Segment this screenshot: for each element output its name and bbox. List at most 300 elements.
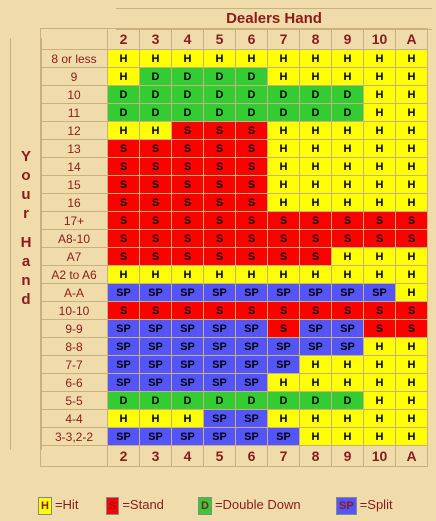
action-cell: S [300, 212, 332, 230]
hand-label: 10 [41, 86, 108, 104]
legend-text: =Double Down [214, 497, 301, 512]
action-cell: H [396, 356, 428, 374]
dealer-card-header: A [396, 446, 428, 467]
hand-label: 9-9 [41, 320, 108, 338]
action-cell: SP [332, 320, 364, 338]
legend-swatch: D [198, 497, 212, 515]
hand-row [41, 338, 428, 356]
action-cell: S [236, 248, 268, 266]
action-cell: H [364, 176, 396, 194]
action-cell: H [396, 158, 428, 176]
action-cell: S [172, 122, 204, 140]
action-cell: D [332, 104, 364, 122]
action-cell: S [140, 176, 172, 194]
action-cell: H [204, 50, 236, 68]
hand-row [41, 356, 428, 374]
hand-row [41, 194, 428, 212]
hand-row [41, 176, 428, 194]
action-cell: S [364, 230, 396, 248]
action-cell: H [332, 158, 364, 176]
dealer-card-header: 8 [300, 446, 332, 467]
hand-row [41, 212, 428, 230]
action-cell: SP [332, 284, 364, 302]
action-cell: SP [268, 338, 300, 356]
action-cell: H [300, 374, 332, 392]
action-cell: H [300, 50, 332, 68]
dealer-card-header: A [396, 29, 428, 50]
action-cell: D [268, 104, 300, 122]
hand-label: 8 or less [41, 50, 108, 68]
action-cell: H [364, 266, 396, 284]
action-cell: H [300, 266, 332, 284]
hand-label: 15 [41, 176, 108, 194]
action-cell: H [396, 104, 428, 122]
dealer-card-header: 5 [204, 29, 236, 50]
action-cell: SP [140, 356, 172, 374]
action-cell: SP [236, 356, 268, 374]
action-cell: H [300, 410, 332, 428]
action-cell: S [108, 302, 140, 320]
action-cell: SP [108, 338, 140, 356]
action-cell: SP [140, 338, 172, 356]
action-cell: S [204, 212, 236, 230]
action-cell: H [396, 338, 428, 356]
dealer-card-header: 10 [364, 29, 396, 50]
hand-row [41, 248, 428, 266]
action-cell: S [332, 212, 364, 230]
legend-text: =Stand [122, 497, 164, 512]
hand-row [41, 320, 428, 338]
action-cell: H [396, 392, 428, 410]
action-cell: S [364, 212, 396, 230]
action-cell: H [268, 176, 300, 194]
action-cell: H [396, 374, 428, 392]
side-label-letter: u [21, 186, 31, 203]
action-cell: H [396, 176, 428, 194]
action-cell: S [204, 140, 236, 158]
dealer-card-header: 8 [300, 29, 332, 50]
action-cell: S [300, 248, 332, 266]
action-cell: SP [140, 374, 172, 392]
action-cell: S [108, 248, 140, 266]
action-cell: H [300, 356, 332, 374]
hand-label: 11 [41, 104, 108, 122]
dealer-card-header: 10 [364, 446, 396, 467]
action-cell: S [396, 302, 428, 320]
action-cell: H [236, 50, 268, 68]
action-cell: H [300, 140, 332, 158]
action-cell: S [108, 140, 140, 158]
action-cell: S [140, 212, 172, 230]
dealer-card-header: 9 [332, 446, 364, 467]
hand-label: 12 [41, 122, 108, 140]
action-cell: D [108, 104, 140, 122]
action-cell: S [204, 302, 236, 320]
action-cell: S [364, 302, 396, 320]
hand-row [41, 140, 428, 158]
action-cell: H [396, 194, 428, 212]
hand-row [41, 86, 428, 104]
dealer-card-header: 6 [236, 29, 268, 50]
action-cell: S [108, 194, 140, 212]
hand-label: 8-8 [41, 338, 108, 356]
action-cell: H [364, 248, 396, 266]
corner-cell [41, 29, 108, 50]
action-cell: D [140, 68, 172, 86]
action-cell: H [268, 194, 300, 212]
action-cell: SP [236, 284, 268, 302]
action-cell: S [140, 302, 172, 320]
action-cell: H [140, 50, 172, 68]
action-cell: D [332, 392, 364, 410]
action-cell: SP [172, 356, 204, 374]
action-cell: H [364, 68, 396, 86]
dealer-header-bottom [41, 446, 428, 467]
action-cell: D [140, 86, 172, 104]
action-cell: SP [204, 284, 236, 302]
hand-row [41, 302, 428, 320]
action-cell: S [172, 248, 204, 266]
action-cell: H [172, 50, 204, 68]
action-cell: SP [108, 320, 140, 338]
hand-label: 7-7 [41, 356, 108, 374]
action-cell: H [364, 122, 396, 140]
legend-swatch: S [106, 497, 119, 515]
action-cell: H [332, 428, 364, 446]
hand-row [41, 104, 428, 122]
action-cell: H [108, 68, 140, 86]
action-cell: D [172, 86, 204, 104]
action-cell: SP [204, 356, 236, 374]
hand-row [41, 50, 428, 68]
dealer-card-header: 7 [268, 446, 300, 467]
action-cell: S [332, 230, 364, 248]
action-cell: H [300, 194, 332, 212]
dealer-card-header: 9 [332, 29, 364, 50]
action-cell: D [172, 392, 204, 410]
legend-item [38, 497, 78, 515]
action-cell: S [172, 212, 204, 230]
hand-row [41, 410, 428, 428]
action-cell: SP [268, 428, 300, 446]
hand-row [41, 122, 428, 140]
action-cell: H [396, 122, 428, 140]
action-cell: H [396, 248, 428, 266]
action-cell: H [396, 140, 428, 158]
action-cell: S [300, 302, 332, 320]
legend-swatch: H [38, 497, 52, 515]
hand-label: 13 [41, 140, 108, 158]
action-cell: H [364, 86, 396, 104]
action-cell: H [268, 50, 300, 68]
action-cell: H [396, 86, 428, 104]
action-cell: S [140, 194, 172, 212]
action-cell: S [108, 230, 140, 248]
action-cell: H [108, 266, 140, 284]
dealer-header-top [41, 29, 428, 50]
action-cell: H [204, 266, 236, 284]
action-cell: D [172, 104, 204, 122]
action-cell: H [300, 68, 332, 86]
action-cell: S [204, 248, 236, 266]
action-cell: H [364, 338, 396, 356]
action-cell: S [204, 158, 236, 176]
action-cell: SP [236, 428, 268, 446]
action-cell: D [300, 86, 332, 104]
legend-item [336, 497, 393, 515]
action-cell: D [108, 392, 140, 410]
hand-row [41, 68, 428, 86]
action-cell: S [140, 248, 172, 266]
action-cell: S [204, 122, 236, 140]
action-cell: SP [204, 320, 236, 338]
action-cell: H [364, 194, 396, 212]
action-cell: S [108, 212, 140, 230]
hand-row [41, 284, 428, 302]
dealer-card-header: 2 [108, 29, 140, 50]
action-cell: S [236, 194, 268, 212]
action-cell: D [268, 86, 300, 104]
action-cell: H [396, 266, 428, 284]
action-cell: H [364, 158, 396, 176]
action-cell: S [172, 230, 204, 248]
action-cell: SP [172, 284, 204, 302]
hand-row [41, 392, 428, 410]
hand-row [41, 266, 428, 284]
action-cell: SP [300, 338, 332, 356]
action-cell: D [140, 104, 172, 122]
action-cell: H [364, 410, 396, 428]
action-cell: H [332, 194, 364, 212]
action-cell: SP [140, 320, 172, 338]
hand-label: 5-5 [41, 392, 108, 410]
action-cell: SP [172, 428, 204, 446]
action-cell: H [332, 410, 364, 428]
action-cell: H [396, 50, 428, 68]
action-cell: SP [108, 428, 140, 446]
action-cell: SP [108, 356, 140, 374]
action-cell: H [268, 374, 300, 392]
action-cell: S [172, 158, 204, 176]
dealer-card-header: 2 [108, 446, 140, 467]
action-cell: H [396, 410, 428, 428]
action-cell: S [300, 230, 332, 248]
action-cell: H [268, 140, 300, 158]
your-hand-label [10, 38, 42, 450]
action-cell: SP [332, 338, 364, 356]
action-cell: D [204, 392, 236, 410]
action-cell: S [172, 302, 204, 320]
action-cell: SP [172, 374, 204, 392]
action-cell: D [204, 86, 236, 104]
action-cell: SP [172, 338, 204, 356]
action-cell: D [204, 68, 236, 86]
action-cell: SP [108, 284, 140, 302]
hand-label: 17+ [41, 212, 108, 230]
legend-item [106, 497, 164, 515]
action-cell: S [172, 194, 204, 212]
action-cell: S [172, 176, 204, 194]
action-cell: SP [204, 428, 236, 446]
action-cell: H [300, 158, 332, 176]
action-cell: D [300, 104, 332, 122]
action-cell: S [268, 230, 300, 248]
action-cell: S [236, 158, 268, 176]
action-cell: SP [268, 284, 300, 302]
legend-text: =Split [359, 497, 393, 512]
legend-text: =Hit [54, 497, 79, 512]
action-cell: H [396, 284, 428, 302]
hand-row [41, 230, 428, 248]
dealers-hand-title: Dealers Hand [116, 8, 432, 30]
action-cell: S [236, 230, 268, 248]
action-cell: H [332, 176, 364, 194]
dealer-card-header: 3 [140, 446, 172, 467]
action-cell: H [364, 140, 396, 158]
action-cell: SP [204, 338, 236, 356]
hand-label: 9 [41, 68, 108, 86]
dealer-card-header: 6 [236, 446, 268, 467]
hand-label: 16 [41, 194, 108, 212]
hand-label: 3-3,2-2 [41, 428, 108, 446]
action-cell: S [236, 122, 268, 140]
action-cell: H [268, 410, 300, 428]
action-cell: SP [268, 356, 300, 374]
action-cell: H [108, 122, 140, 140]
action-cell: S [236, 140, 268, 158]
action-cell: H [332, 50, 364, 68]
hand-label: 10-10 [41, 302, 108, 320]
action-cell: H [140, 410, 172, 428]
action-cell: H [300, 122, 332, 140]
action-cell: SP [236, 320, 268, 338]
action-cell: S [108, 176, 140, 194]
corner-cell [41, 446, 108, 467]
action-cell: H [268, 158, 300, 176]
action-cell: H [236, 266, 268, 284]
strategy-table [40, 28, 428, 467]
action-cell: H [268, 122, 300, 140]
action-cell: S [108, 158, 140, 176]
action-cell: S [268, 248, 300, 266]
hand-row [41, 158, 428, 176]
action-cell: S [236, 212, 268, 230]
action-cell: D [236, 86, 268, 104]
action-cell: SP [172, 320, 204, 338]
action-cell: S [396, 230, 428, 248]
action-cell: H [364, 356, 396, 374]
hand-label: A7 [41, 248, 108, 266]
action-cell: SP [236, 338, 268, 356]
action-cell: S [140, 158, 172, 176]
action-cell: D [236, 104, 268, 122]
action-cell: S [236, 302, 268, 320]
action-cell: H [300, 428, 332, 446]
action-cell: H [268, 68, 300, 86]
action-cell: H [332, 374, 364, 392]
action-cell: D [204, 104, 236, 122]
action-cell: S [364, 320, 396, 338]
hand-row [41, 428, 428, 446]
side-label-letter: a [21, 253, 31, 270]
action-cell: H [332, 122, 364, 140]
action-cell: SP [236, 374, 268, 392]
action-cell: H [364, 104, 396, 122]
side-label-letter: H [20, 234, 32, 251]
action-cell: D [268, 392, 300, 410]
action-cell: H [268, 266, 300, 284]
action-cell: SP [204, 374, 236, 392]
side-label-letter: r [23, 205, 29, 222]
action-cell: H [332, 68, 364, 86]
action-cell: SP [300, 284, 332, 302]
hand-label: A-A [41, 284, 108, 302]
action-cell: SP [140, 284, 172, 302]
action-cell: H [140, 122, 172, 140]
dealer-card-header: 3 [140, 29, 172, 50]
side-label-letter: Y [20, 148, 31, 165]
action-cell: S [140, 230, 172, 248]
dealer-card-header: 4 [172, 29, 204, 50]
action-cell: H [108, 410, 140, 428]
action-cell: H [364, 50, 396, 68]
dealer-card-header: 4 [172, 446, 204, 467]
action-cell: D [300, 392, 332, 410]
action-cell: SP [300, 320, 332, 338]
action-cell: H [108, 50, 140, 68]
action-cell: H [332, 140, 364, 158]
dealer-card-header: 7 [268, 29, 300, 50]
action-cell: SP [236, 410, 268, 428]
action-cell: D [108, 86, 140, 104]
legend-swatch: SP [336, 497, 357, 515]
action-cell: S [332, 302, 364, 320]
action-cell: H [140, 266, 172, 284]
hand-label: 4-4 [41, 410, 108, 428]
action-cell: S [396, 212, 428, 230]
dealer-card-header: 5 [204, 446, 236, 467]
action-cell: H [364, 392, 396, 410]
action-cell: S [268, 212, 300, 230]
action-cell: S [140, 140, 172, 158]
action-cell: S [204, 230, 236, 248]
action-cell: D [236, 392, 268, 410]
action-cell: D [236, 68, 268, 86]
action-cell: SP [140, 428, 172, 446]
action-cell: H [364, 374, 396, 392]
action-cell: SP [364, 284, 396, 302]
action-cell: S [204, 194, 236, 212]
action-cell: D [332, 86, 364, 104]
action-cell: H [172, 410, 204, 428]
hand-label: 14 [41, 158, 108, 176]
action-cell: SP [108, 374, 140, 392]
action-cell: S [204, 176, 236, 194]
strategy-chart [8, 8, 429, 463]
hand-label: A2 to A6 [41, 266, 108, 284]
action-cell: H [396, 68, 428, 86]
action-cell: SP [204, 410, 236, 428]
hand-label: 6-6 [41, 374, 108, 392]
action-cell: H [364, 428, 396, 446]
side-label-letter: d [21, 291, 31, 308]
action-cell: H [332, 248, 364, 266]
action-cell: S [268, 302, 300, 320]
action-cell: D [172, 68, 204, 86]
action-cell: H [332, 266, 364, 284]
side-label-letter: o [21, 167, 31, 184]
legend [38, 497, 428, 517]
